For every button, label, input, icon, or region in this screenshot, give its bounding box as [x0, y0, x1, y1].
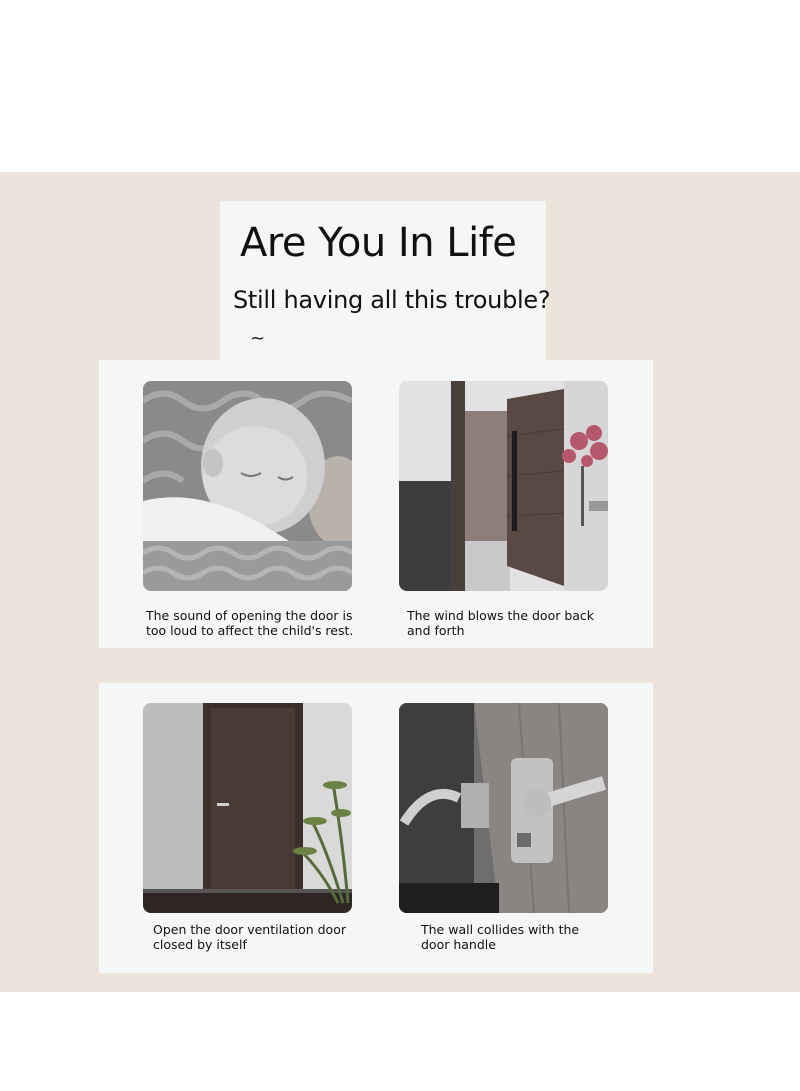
caption-open-door [407, 608, 637, 638]
caption-line: The sound of opening the door is [146, 608, 353, 623]
sleeping-baby-photo [143, 381, 352, 591]
tilde-decoration: ~ [250, 328, 266, 349]
caption-line: The wind blows the door back [407, 608, 595, 623]
caption-line: door handle [421, 937, 496, 952]
caption-line: The wall collides with the [421, 922, 580, 937]
caption-line: Open the door ventilation door [153, 922, 346, 937]
closed-door-photo [143, 703, 352, 913]
caption-closed-door [153, 922, 383, 952]
caption-line: closed by itself [153, 937, 247, 952]
caption-line: too loud to affect the child's rest. [146, 623, 354, 638]
page-title: Are You In Life [240, 220, 517, 266]
caption-sleeping-baby [146, 608, 376, 638]
caption-line: and forth [407, 623, 465, 638]
door-handle-wall-photo [399, 703, 608, 913]
open-door-photo [399, 381, 608, 591]
caption-door-handle [421, 922, 651, 952]
page-subtitle: Still having all this trouble? [233, 286, 551, 314]
